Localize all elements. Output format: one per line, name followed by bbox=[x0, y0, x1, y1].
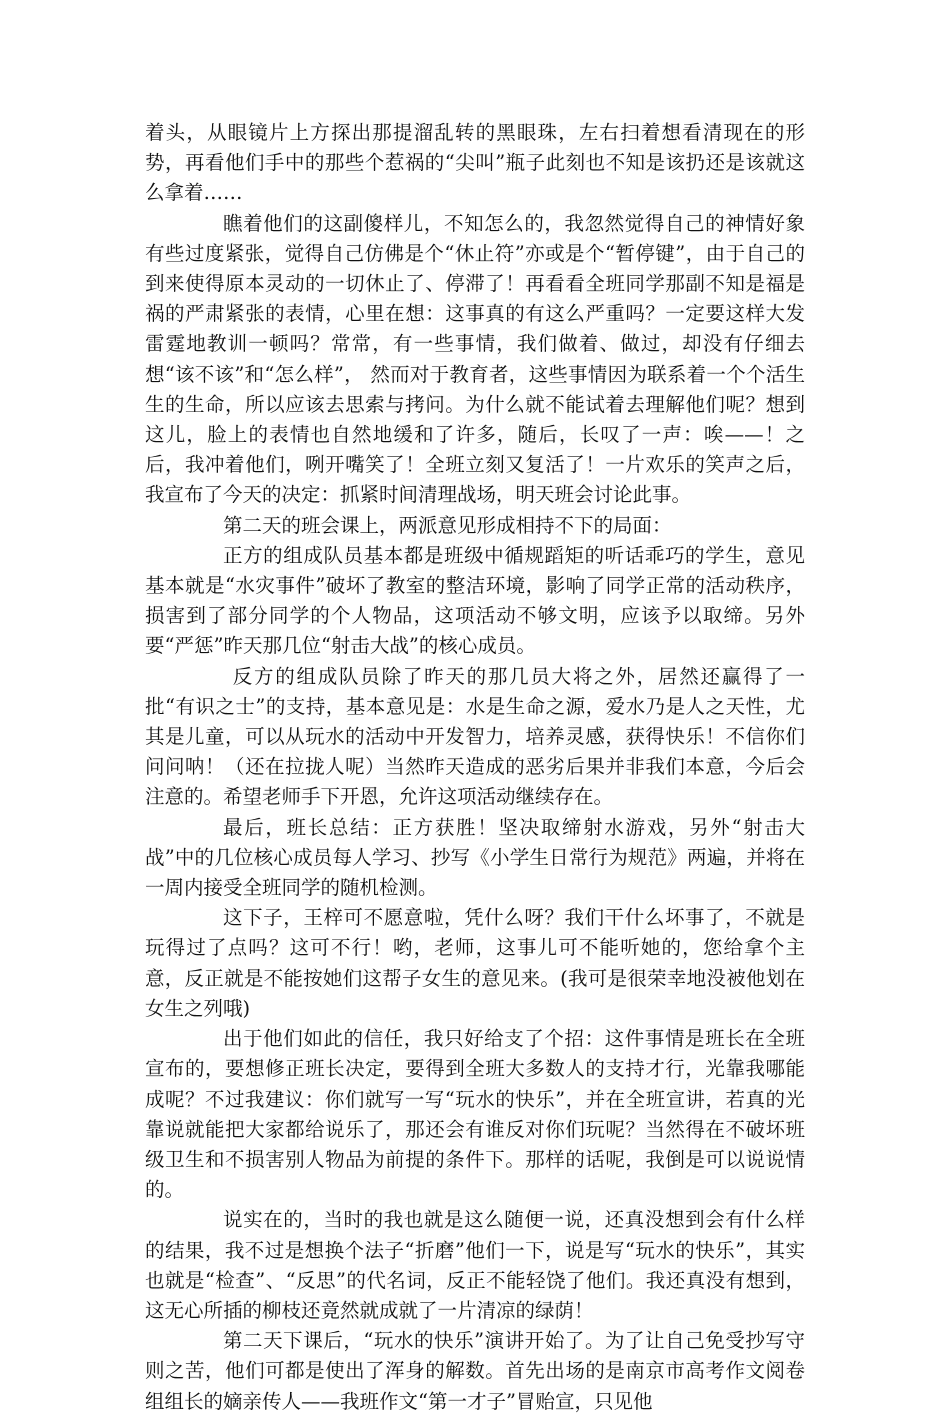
paragraph-teacher-reflection: 瞧着他们的这副傻样儿，不知怎么的，我忽然觉得自己的神情好象有些过度紧张，觉得自己仿佛是个“休止符”亦或是个“暂停键”，由于自己的到来使得原本灵动的一切休止了、停滞了！再看看全班同学那副不知是福是祸的严肃紧张的表情，心里在想：这事真的有这么严重吗？一定要这样大发雷霆地教训一顿吗？常常，有一些事情，我们做着、做过，却没有仔细去想“该不该”和“怎么样”， 然而对于教育者，这些事情因为联系着一个个活生生的生命，所以应该去思索与拷问。为什么就不能试着去理解他们呢？想到这儿，脸上的表情也自然地缓和了许多，随后，长叹了一声：唉——！之后，我冲着他们，咧开嘴笑了！全班立刻又复活了！一片欢乐的笑声之后，我宣布了今天的决定：抓紧时间清理战场，明天班会讨论此事。 bbox=[145, 211, 805, 507]
paragraph-teacher-suggestion: 出于他们如此的信任，我只好给支了个招：这件事情是班长在全班宣布的，要想修正班长决定，要得到全班大多数人的支持才行，光靠我哪能成呢？不过我建议：你们就写一写“玩水的快乐”，并在全班宣讲，若真的光靠说就能把大家都给说乐了，那还会有谁反对你们玩呢？当然得在不破坏班级卫生和不损害别人物品为前提的条件下。那样的话呢，我倒是可以说说情的。 bbox=[145, 1027, 805, 1202]
paragraph-pro-side: 正方的组成队员基本都是班级中循规蹈矩的听话乖巧的学生，意见基本就是“水灾事件”破坏了教室的整洁环境，影响了同学正常的活动秩序，损害到了部分同学的个人物品，这项活动不够文明，应该予以取缔。另外要“严惩”昨天那几位“射击大战”的核心成员。 bbox=[145, 543, 805, 658]
document-page bbox=[145, 118, 805, 1417]
paragraph-class-meeting: 第二天的班会课上，两派意见形成相持不下的局面： bbox=[223, 513, 672, 537]
paragraph-speech-start: 第二天下课后，“玩水的快乐”演讲开始了。为了让自己免受抄写守则之苦，他们可都是使出了浑身的解数。首先出场的是南京市高考作文阅卷组组长的嫡亲传人——我班作文“第一才子”冒贻宣，只见他 bbox=[145, 1329, 805, 1413]
paragraph-honest-reflection: 说实在的，当时的我也就是这么随便一说，还真没想到会有什么样的结果，我不过是想换个法子“折磨”他们一下，说是写“玩水的快乐”，其实也就是“检查”、“反思”的代名词，反正不能轻饶了他们。我还真没有想到，这无心所插的柳枝还竟然就成就了一片清凉的绿荫！ bbox=[145, 1208, 805, 1322]
paragraph-continuation: 着头，从眼镜片上方探出那提溜乱转的黑眼珠，左右扫着想看清现在的形势，再看他们手中的那些个惹祸的“尖叫”瓶子此刻也不知是该扔还是该就这么拿着…… bbox=[145, 121, 805, 205]
paragraph-wangzi-protest: 这下子，王梓可不愿意啦，凭什么呀？我们干什么坏事了，不就是玩得过了点吗？这可不行！哟，老师，这事儿可不能听她的，您给拿个主意，反正就是不能按她们这帮子女生的意见来。(我可是很荣幸地没被他划在女生之列哦) bbox=[145, 906, 805, 1020]
paragraph-monitor-summary: 最后，班长总结：正方获胜！坚决取缔射水游戏，另外“射击大战”中的几位核心成员每人学习、抄写《小学生日常行为规范》两遍，并将在一周内接受全班同学的随机检测。 bbox=[145, 815, 805, 900]
paragraph-con-side: 反方的组成队员除了昨天的那几员大将之外，居然还赢得了一批“有识之士”的支持，基本意见是：水是生命之源，爱水乃是人之天性，尤其是儿童，可以从玩水的活动中开发智力，培养灵感，获得快乐！不信你们问问呐！（还在拉拢人呢）当然昨天造成的恶劣后果并非我们本意，今后会注意的。希望老师手下开恩，允许这项活动继续存在。 bbox=[145, 664, 805, 809]
